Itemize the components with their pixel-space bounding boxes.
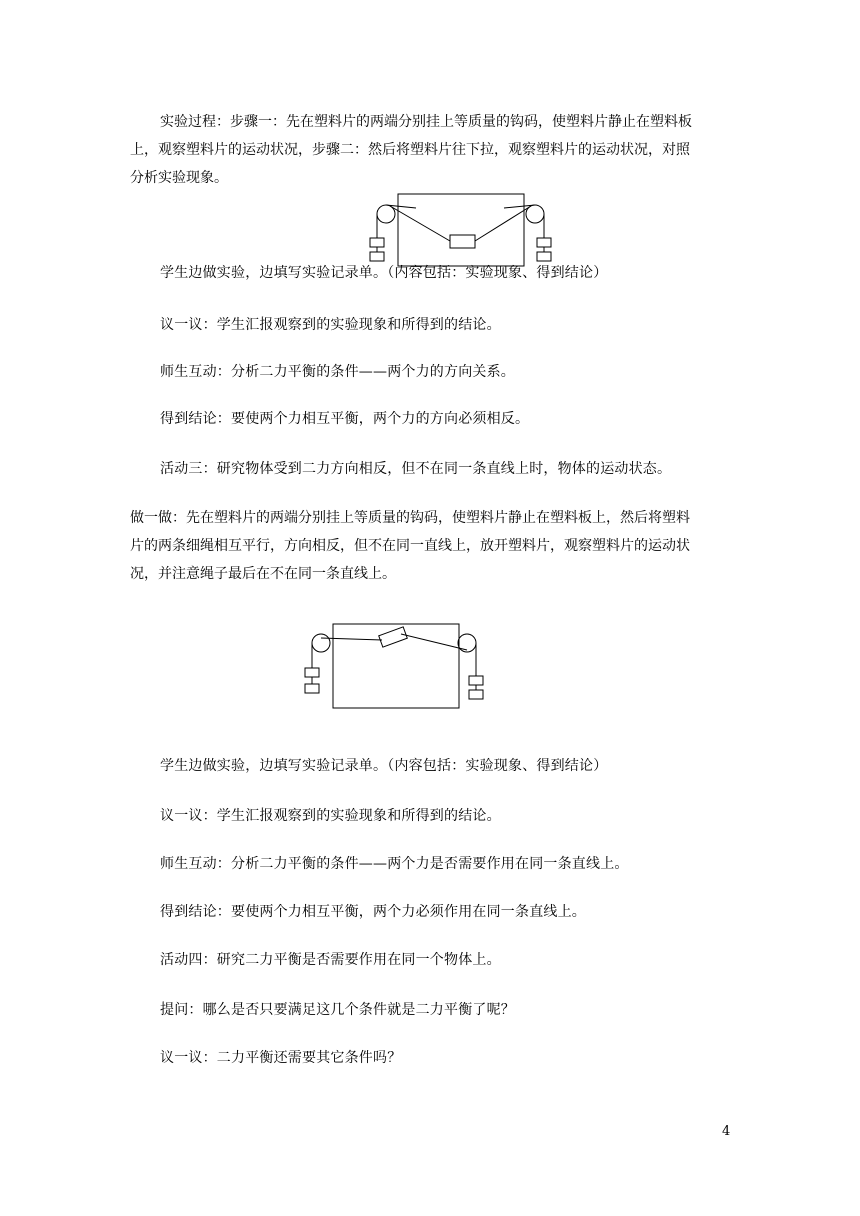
left-string — [321, 638, 382, 640]
procedure-line: 上，观察塑料片的运动状况，步骤二：然后将塑料片往下拉，观察塑料片的运动状况，对照 — [130, 142, 690, 158]
interact-paragraph-1: 师生互动：分析二力平衡的条件——两个力的方向关系。 — [160, 364, 515, 380]
conclusion-paragraph-1: 得到结论：要使两个力相互平衡，两个力的方向必须相反。 — [160, 411, 530, 427]
plastic-card — [379, 627, 408, 647]
experiment-diagram-2 — [296, 618, 496, 714]
try-it-paragraph — [130, 504, 740, 588]
right-pulley — [458, 634, 476, 652]
procedure-line: 实验过程：步骤一：先在塑料片的两端分别挂上等质量的钩码，使塑料片静止在塑料板 — [160, 114, 692, 130]
activity-three-paragraph: 活动三：研究物体受到二力方向相反，但不在同一条直线上时，物体的运动状态。 — [160, 461, 672, 477]
left-weight — [305, 668, 319, 677]
procedure-line: 分析实验现象。 — [130, 170, 228, 186]
discuss-paragraph-3: 议一议：二力平衡还需要其它条件吗？ — [160, 1050, 402, 1066]
try-it-line: 做一做：先在塑料片的两端分别挂上等质量的钩码，使塑料片静止在塑料板上，然后将塑料 — [130, 510, 690, 526]
try-it-line: 片的两条细绳相互平行，方向相反，但不在同一直线上，放开塑料片，观察塑料片的运动状 — [130, 538, 690, 554]
plastic-board — [398, 194, 524, 266]
plastic-board — [333, 624, 459, 708]
procedure-paragraph — [130, 108, 740, 192]
right-string — [401, 634, 467, 650]
try-it-line: 况，并注意绳子最后在不在同一条直线上。 — [130, 566, 396, 582]
record-paragraph-1: 学生边做实验，边填写实验记录单。（内容包括：实验现象、得到结论） — [160, 265, 608, 281]
right-weight — [537, 238, 551, 247]
page-number: 4 — [722, 1124, 731, 1139]
right-weight — [469, 676, 483, 685]
right-string — [475, 206, 531, 241]
left-string — [390, 206, 450, 241]
activity-four-paragraph: 活动四：研究二力平衡是否需要作用在同一个物体上。 — [160, 952, 501, 968]
discuss-paragraph-1: 议一议：学生汇报观察到的实验现象和所得到的结论。 — [160, 317, 501, 333]
record-paragraph-2: 学生边做实验，边填写实验记录单。（内容包括：实验现象、得到结论） — [160, 758, 608, 774]
question-paragraph: 提问：哪么是否只要满足这几个条件就是二力平衡了呢？ — [160, 1002, 515, 1018]
left-weight — [370, 238, 384, 247]
interact-paragraph-2: 师生互动：分析二力平衡的条件——两个力是否需要作用在同一条直线上。 — [160, 856, 629, 872]
discuss-paragraph-2: 议一议：学生汇报观察到的实验现象和所得到的结论。 — [160, 808, 501, 824]
right-weight — [469, 690, 483, 699]
plastic-card — [450, 235, 475, 248]
left-weight — [305, 684, 319, 693]
left-pulley — [312, 634, 330, 652]
conclusion-paragraph-2: 得到结论：要使两个力相互平衡，两个力必须作用在同一条直线上。 — [160, 904, 586, 920]
